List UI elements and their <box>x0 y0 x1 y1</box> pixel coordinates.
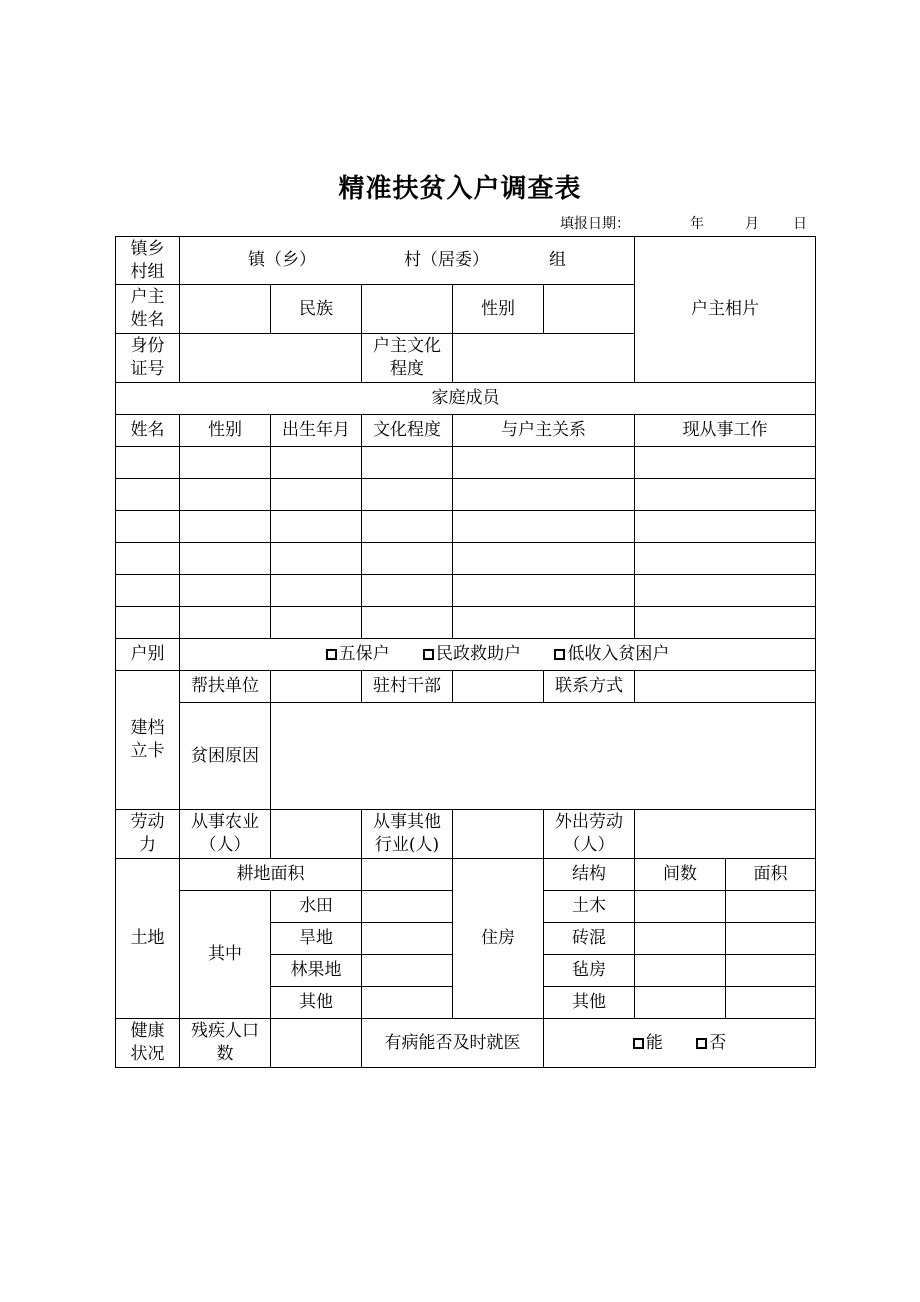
family-cell[interactable] <box>180 447 271 479</box>
family-cell[interactable] <box>635 511 816 543</box>
family-cell[interactable] <box>453 575 635 607</box>
gender-input[interactable] <box>544 285 635 334</box>
family-cell[interactable] <box>116 479 180 511</box>
housing-type-brick: 砖混 <box>544 923 635 955</box>
housing-type-felt: 毡房 <box>544 955 635 987</box>
housing-cell[interactable] <box>726 891 816 923</box>
day-label: 日 <box>793 216 807 232</box>
family-row <box>116 607 816 639</box>
land-type-orchard: 林果地 <box>271 955 362 987</box>
housing-cell[interactable] <box>635 891 726 923</box>
help-unit-label: 帮扶单位 <box>180 671 271 703</box>
family-cell[interactable] <box>362 479 453 511</box>
family-cell[interactable] <box>180 511 271 543</box>
family-cell[interactable] <box>362 543 453 575</box>
fill-date <box>560 213 810 233</box>
household-type-label: 户别 <box>116 639 180 671</box>
option-low-income[interactable]: 低收入贫困户 <box>554 643 669 666</box>
family-cell[interactable] <box>635 575 816 607</box>
housing-rooms-header: 间数 <box>635 859 726 891</box>
family-row <box>116 575 816 607</box>
family-row <box>116 479 816 511</box>
poverty-reason-label: 贫困原因 <box>180 703 271 810</box>
family-cell[interactable] <box>453 511 635 543</box>
year-label: 年 <box>690 216 704 232</box>
family-cell[interactable] <box>180 543 271 575</box>
family-cell[interactable] <box>362 511 453 543</box>
family-cell[interactable] <box>271 447 362 479</box>
migrant-labor-label: 外出劳动 （人） <box>544 810 635 859</box>
town-label: 镇乡 村组 <box>116 237 180 285</box>
checkbox-icon[interactable] <box>423 649 434 660</box>
arable-area-label: 耕地面积 <box>180 859 362 891</box>
among-label: 其中 <box>180 891 271 1019</box>
family-col-occupation: 现从事工作 <box>635 415 816 447</box>
family-cell[interactable] <box>362 607 453 639</box>
medical-access-options <box>544 1019 816 1068</box>
householder-photo[interactable]: 户主相片 <box>635 237 816 383</box>
option-no[interactable]: 否 <box>696 1032 726 1055</box>
land-type-paddy: 水田 <box>271 891 362 923</box>
family-row <box>116 543 816 575</box>
family-cell[interactable] <box>116 447 180 479</box>
village-cadre-label: 驻村干部 <box>362 671 453 703</box>
family-col-birth: 出生年月 <box>271 415 362 447</box>
family-row <box>116 511 816 543</box>
option-minzheng[interactable]: 民政救助户 <box>423 643 521 666</box>
housing-cell[interactable] <box>726 987 816 1019</box>
town-village-group-field[interactable] <box>180 237 635 285</box>
disabled-count-label: 残疾人口 数 <box>180 1019 271 1068</box>
family-cell[interactable] <box>271 543 362 575</box>
family-col-name: 姓名 <box>116 415 180 447</box>
contact-input[interactable] <box>635 671 816 703</box>
town-text: 镇（乡） <box>248 250 317 270</box>
family-cell[interactable] <box>116 607 180 639</box>
migrant-labor-input[interactable] <box>635 810 816 859</box>
land-orchard-input[interactable] <box>362 955 453 987</box>
family-cell[interactable] <box>271 607 362 639</box>
id-number-input[interactable] <box>180 334 362 383</box>
housing-cell[interactable] <box>726 955 816 987</box>
housing-area-header: 面积 <box>726 859 816 891</box>
land-dry-input[interactable] <box>362 923 453 955</box>
housing-cell[interactable] <box>635 987 726 1019</box>
option-yes[interactable]: 能 <box>633 1032 663 1055</box>
family-col-gender: 性别 <box>180 415 271 447</box>
arable-area-input[interactable] <box>362 859 453 891</box>
form-title: 精准扶贫入户调查表 <box>338 174 582 204</box>
filing-label: 建档 立卡 <box>116 671 180 810</box>
family-cell[interactable] <box>116 543 180 575</box>
family-cell[interactable] <box>180 479 271 511</box>
family-cell[interactable] <box>453 543 635 575</box>
household-type-options <box>180 639 816 671</box>
family-cell[interactable] <box>635 543 816 575</box>
family-cell[interactable] <box>635 479 816 511</box>
education-label: 户主文化 程度 <box>362 334 453 383</box>
housing-type-earth-wood: 土木 <box>544 891 635 923</box>
land-label: 土地 <box>116 859 180 1019</box>
land-type-dry: 旱地 <box>271 923 362 955</box>
family-cell[interactable] <box>116 511 180 543</box>
housing-cell[interactable] <box>635 955 726 987</box>
family-row <box>116 447 816 479</box>
family-col-education: 文化程度 <box>362 415 453 447</box>
health-label: 健康 状况 <box>116 1019 180 1068</box>
disabled-count-input[interactable] <box>271 1019 362 1068</box>
contact-label: 联系方式 <box>544 671 635 703</box>
family-cell[interactable] <box>453 479 635 511</box>
poverty-reason-input[interactable] <box>271 703 816 810</box>
family-cell[interactable] <box>271 479 362 511</box>
option-wubao[interactable]: 五保户 <box>326 643 390 666</box>
family-cell[interactable] <box>453 447 635 479</box>
checkbox-icon[interactable] <box>326 649 337 660</box>
gender-label: 性别 <box>453 285 544 334</box>
family-col-relation: 与户主关系 <box>453 415 635 447</box>
education-input[interactable] <box>453 334 635 383</box>
checkbox-icon[interactable] <box>633 1038 644 1049</box>
other-labor-label: 从事其他 行业(人) <box>362 810 453 859</box>
checkbox-icon[interactable] <box>554 649 565 660</box>
housing-cell[interactable] <box>726 923 816 955</box>
householder-name-label: 户主 姓名 <box>116 285 180 334</box>
family-cell[interactable] <box>180 607 271 639</box>
householder-name-input[interactable] <box>180 285 271 334</box>
land-other-input[interactable] <box>362 987 453 1019</box>
ethnicity-input[interactable] <box>362 285 453 334</box>
other-labor-input[interactable] <box>453 810 544 859</box>
month-label: 月 <box>745 216 759 232</box>
id-number-label: 身份 证号 <box>116 334 180 383</box>
family-cell[interactable] <box>453 607 635 639</box>
housing-type-other: 其他 <box>544 987 635 1019</box>
land-type-other: 其他 <box>271 987 362 1019</box>
survey-table <box>115 236 816 1068</box>
family-section-header: 家庭成员 <box>116 383 816 415</box>
family-cell[interactable] <box>180 575 271 607</box>
housing-structure-header: 结构 <box>544 859 635 891</box>
family-cell[interactable] <box>635 447 816 479</box>
ethnicity-label: 民族 <box>271 285 362 334</box>
group-text: 组 <box>549 250 567 270</box>
agri-labor-label: 从事农业 （人） <box>180 810 271 859</box>
family-cell[interactable] <box>362 447 453 479</box>
labor-label: 劳动 力 <box>116 810 180 859</box>
agri-labor-input[interactable] <box>271 810 362 859</box>
medical-access-label: 有病能否及时就医 <box>362 1019 544 1068</box>
family-cell[interactable] <box>116 575 180 607</box>
housing-cell[interactable] <box>635 923 726 955</box>
village-text: 村（居委） <box>404 250 490 270</box>
village-cadre-input[interactable] <box>453 671 544 703</box>
help-unit-input[interactable] <box>271 671 362 703</box>
fill-date-label: 填报日期： <box>560 216 630 232</box>
family-cell[interactable] <box>362 575 453 607</box>
land-paddy-input[interactable] <box>362 891 453 923</box>
housing-label: 住房 <box>453 859 544 1019</box>
family-cell[interactable] <box>635 607 816 639</box>
checkbox-icon[interactable] <box>696 1038 707 1049</box>
family-cell[interactable] <box>271 511 362 543</box>
family-cell[interactable] <box>271 575 362 607</box>
